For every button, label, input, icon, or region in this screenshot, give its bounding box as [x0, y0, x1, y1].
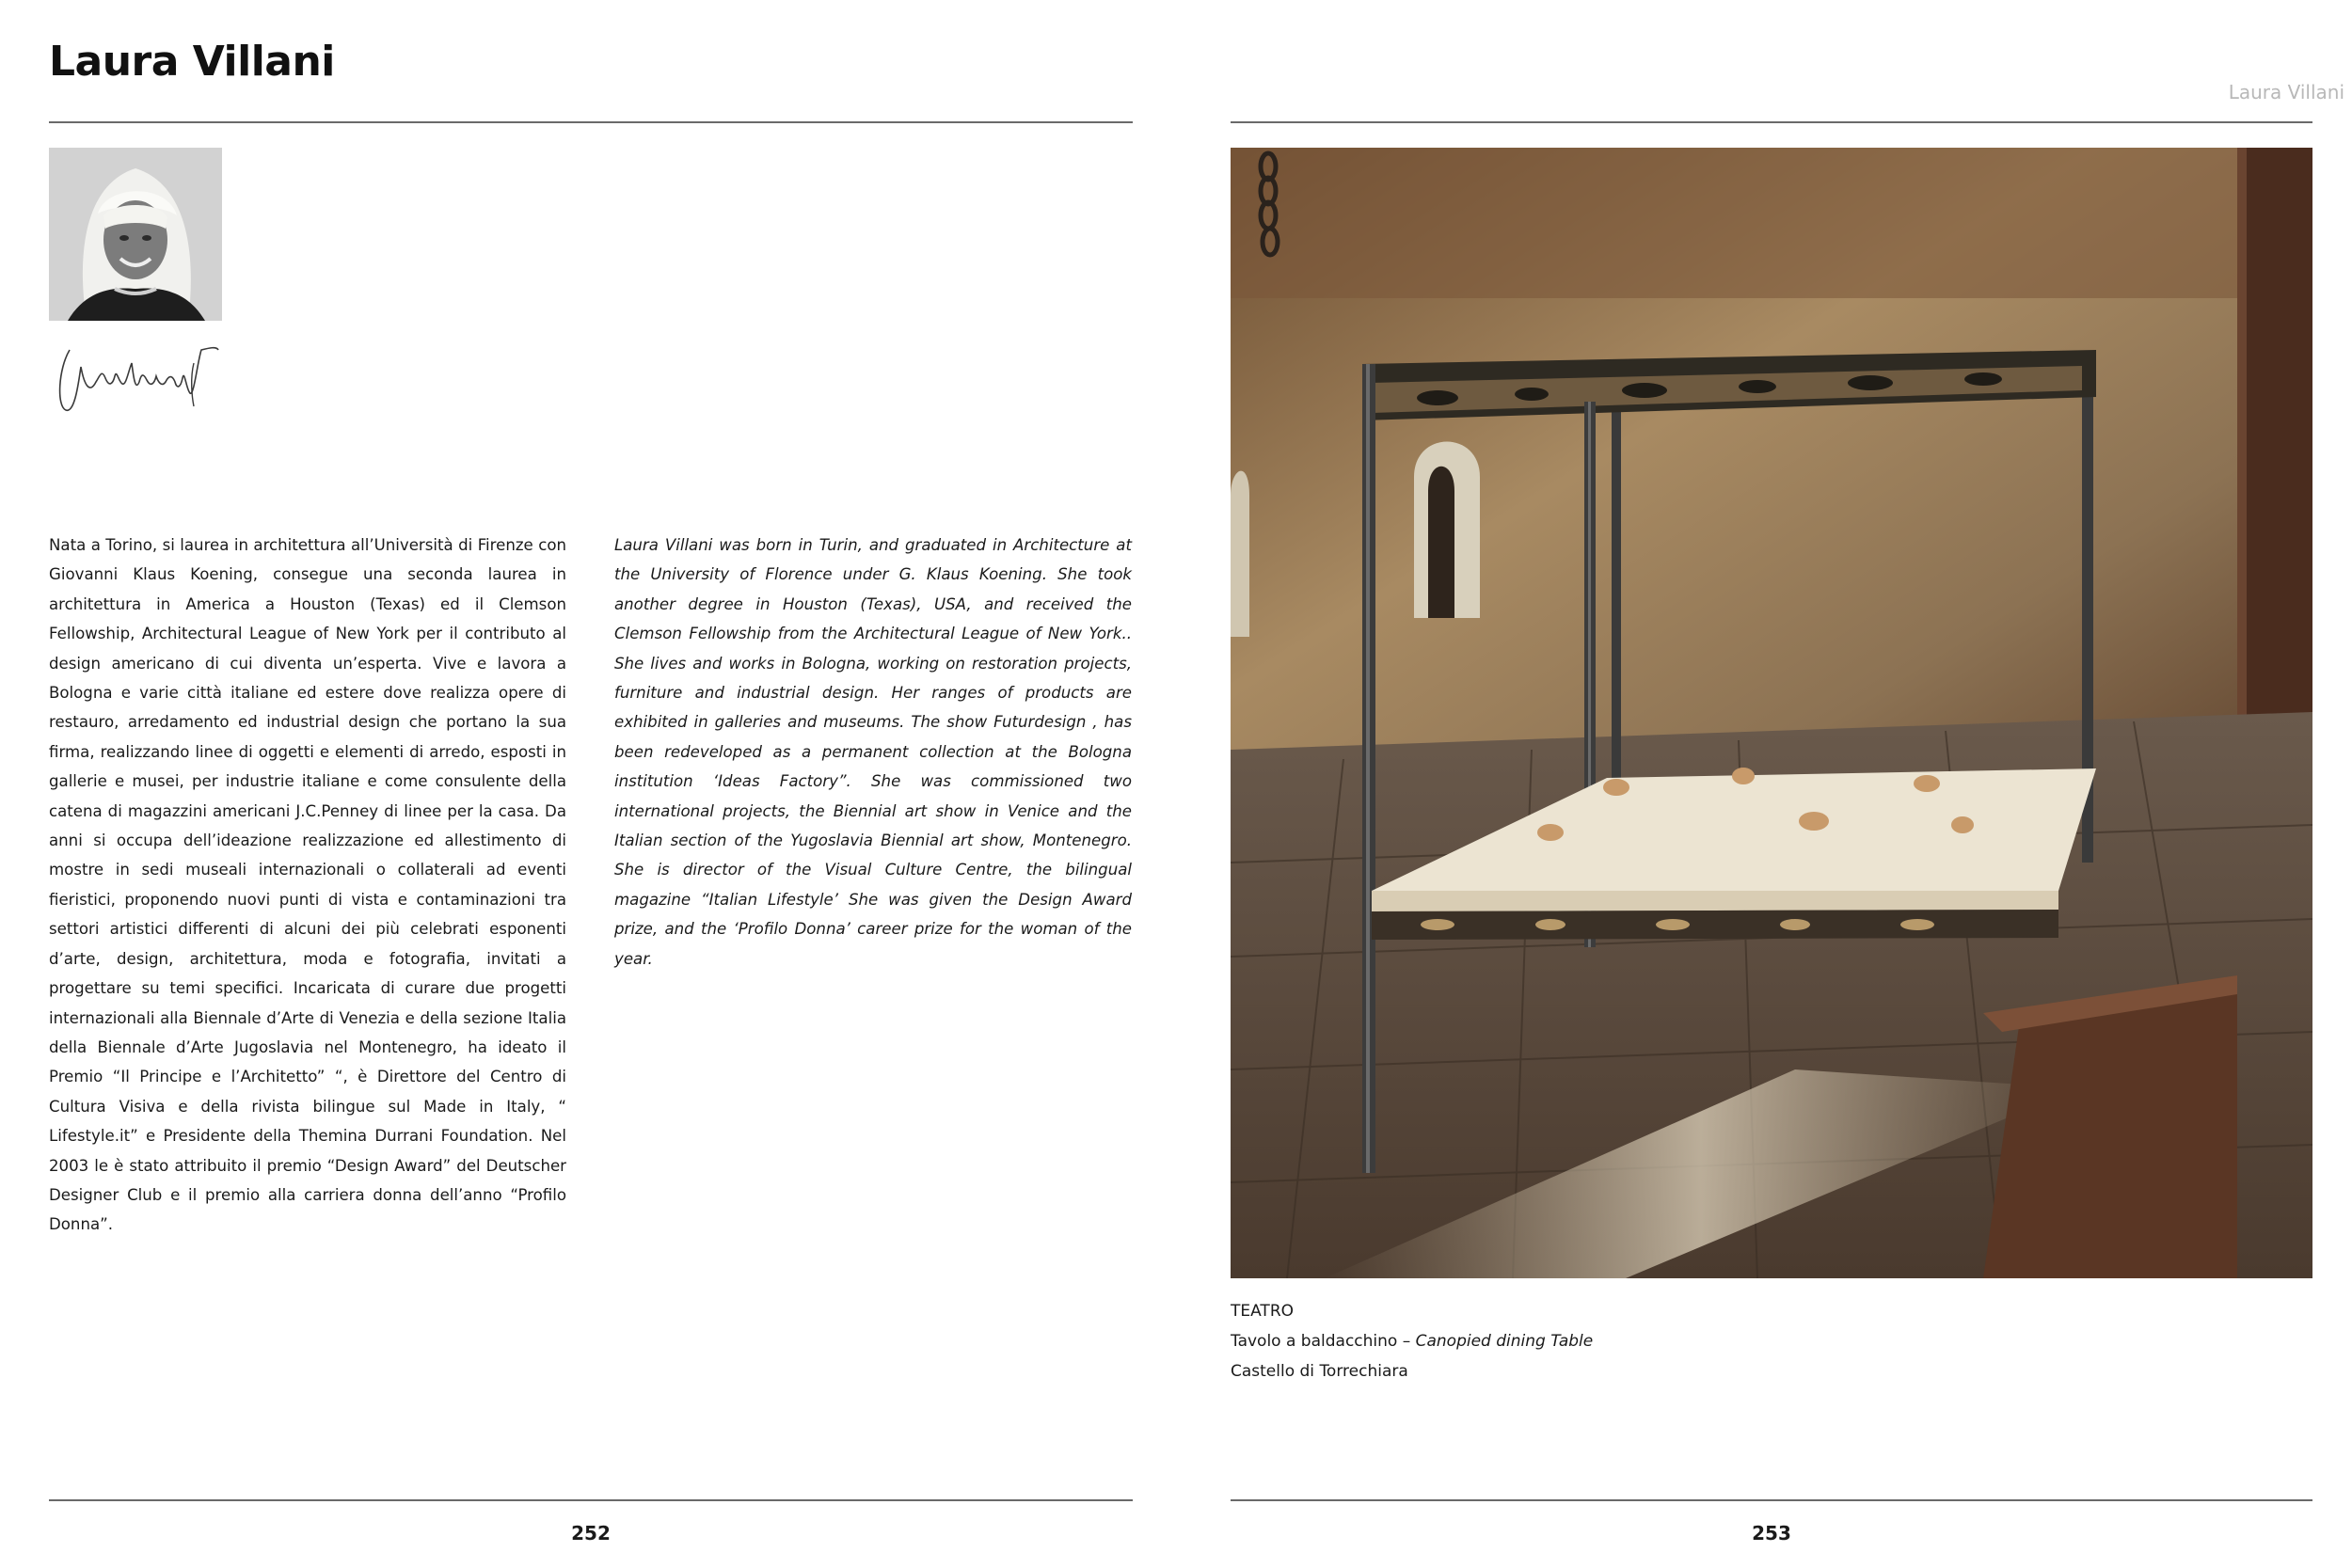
- top-rule: [49, 121, 1133, 123]
- page-title: Laura Villani: [49, 38, 335, 86]
- bottom-rule: [49, 1499, 1133, 1501]
- bio-english: Laura Villani was born in Turin, and graduated in Architecture at the University of Florence under G. Klaus Koening. She took another degree in Houston (Texas), USA, and received the Clemson Fellowship from the Architectural League of New York.. She lives and works in Bologna, working on restoration projects, furniture and industrial design. Her ranges of products are exhibited in galleries and museums. The show Futurdesign , has been redeveloped as a permanent collection at the Bologna institution ‘Ideas Factory”. She was commissioned two international projects, the Biennial art show in Venice and the Italian section of the Yugoslavia Biennial art show, Montenegro. She is director of the Visual Culture Centre, the bilingual magazine “Italian Lifestyle’ She was given the Design Award prize, and the ‘Profilo Donna’ career prize for the woman of the year.: [614, 536, 1132, 968]
- photo-caption: [1231, 1296, 1593, 1386]
- page-number: 252: [571, 1522, 611, 1544]
- signature: [53, 341, 220, 420]
- canopied-table-photo: [1231, 148, 2312, 1278]
- right-page: [1176, 0, 2352, 1568]
- caption-location: Castello di Torrechiara: [1231, 1362, 1408, 1381]
- bottom-rule: [1231, 1499, 2312, 1501]
- running-head: Laura Villani: [2228, 81, 2344, 103]
- bio-italian: Nata a Torino, si laurea in architettura all’Università di Firenze con Giovanni Klaus Koening, consegue una seconda laurea in architettura in America a Houston (Texas) ed il Clemson Fellowship, Architectural League of New York per il contributo al design americano di cui diventa un’esperta. Vive e lavora a Bologna e varie città italiane ed estere dove realizza opere di restauro, arredamento ed industrial design che portano la sua firma, realizzando linee di oggetti e elementi di arredo, esposti in gallerie e musei, per industrie italiane e come consulente della catena di magazzini americani J.C.Penney di linee per la casa. Da anni si occupa dell’ideazione realizzazione ed allestimento di mostre in sedi museali internazionali o collaterali ad eventi fieristici, proponendo nuovi punti di vista e contaminazioni tra settori artistici differenti di alcuni dei più celebrati esponenti d’arte, design, architettura, moda e fotografia, invitati a progettare su temi specifici. Incaricata di curare due progetti internazionali alla Biennale d’Arte di Venezia e della sezione Italia della Biennale d’Arte Jugoslavia nel Montenegro, ha ideato il Premio “Il Principe e l’Architetto” “, è Direttore del Centro di Cultura Visiva e della rivista bilingue sul Made in Italy, “ Lifestyle.it” e Presidente della Themina Durrani Foundation. Nel 2003 le è stato attribuito il premio “Design Award” del Deutscher Designer Club e il premio alla carriera donna dell’anno “Profilo Donna”.: [49, 536, 566, 1234]
- portrait-photo: [49, 148, 222, 321]
- page-number: 253: [1752, 1522, 1791, 1544]
- caption-description-it: Tavolo a baldacchino –: [1231, 1332, 1416, 1351]
- caption-title: TEATRO: [1231, 1302, 1295, 1321]
- caption-description-en: Canopied dining Table: [1415, 1332, 1594, 1351]
- caption-description: [1231, 1326, 1593, 1356]
- top-rule: [1231, 121, 2312, 123]
